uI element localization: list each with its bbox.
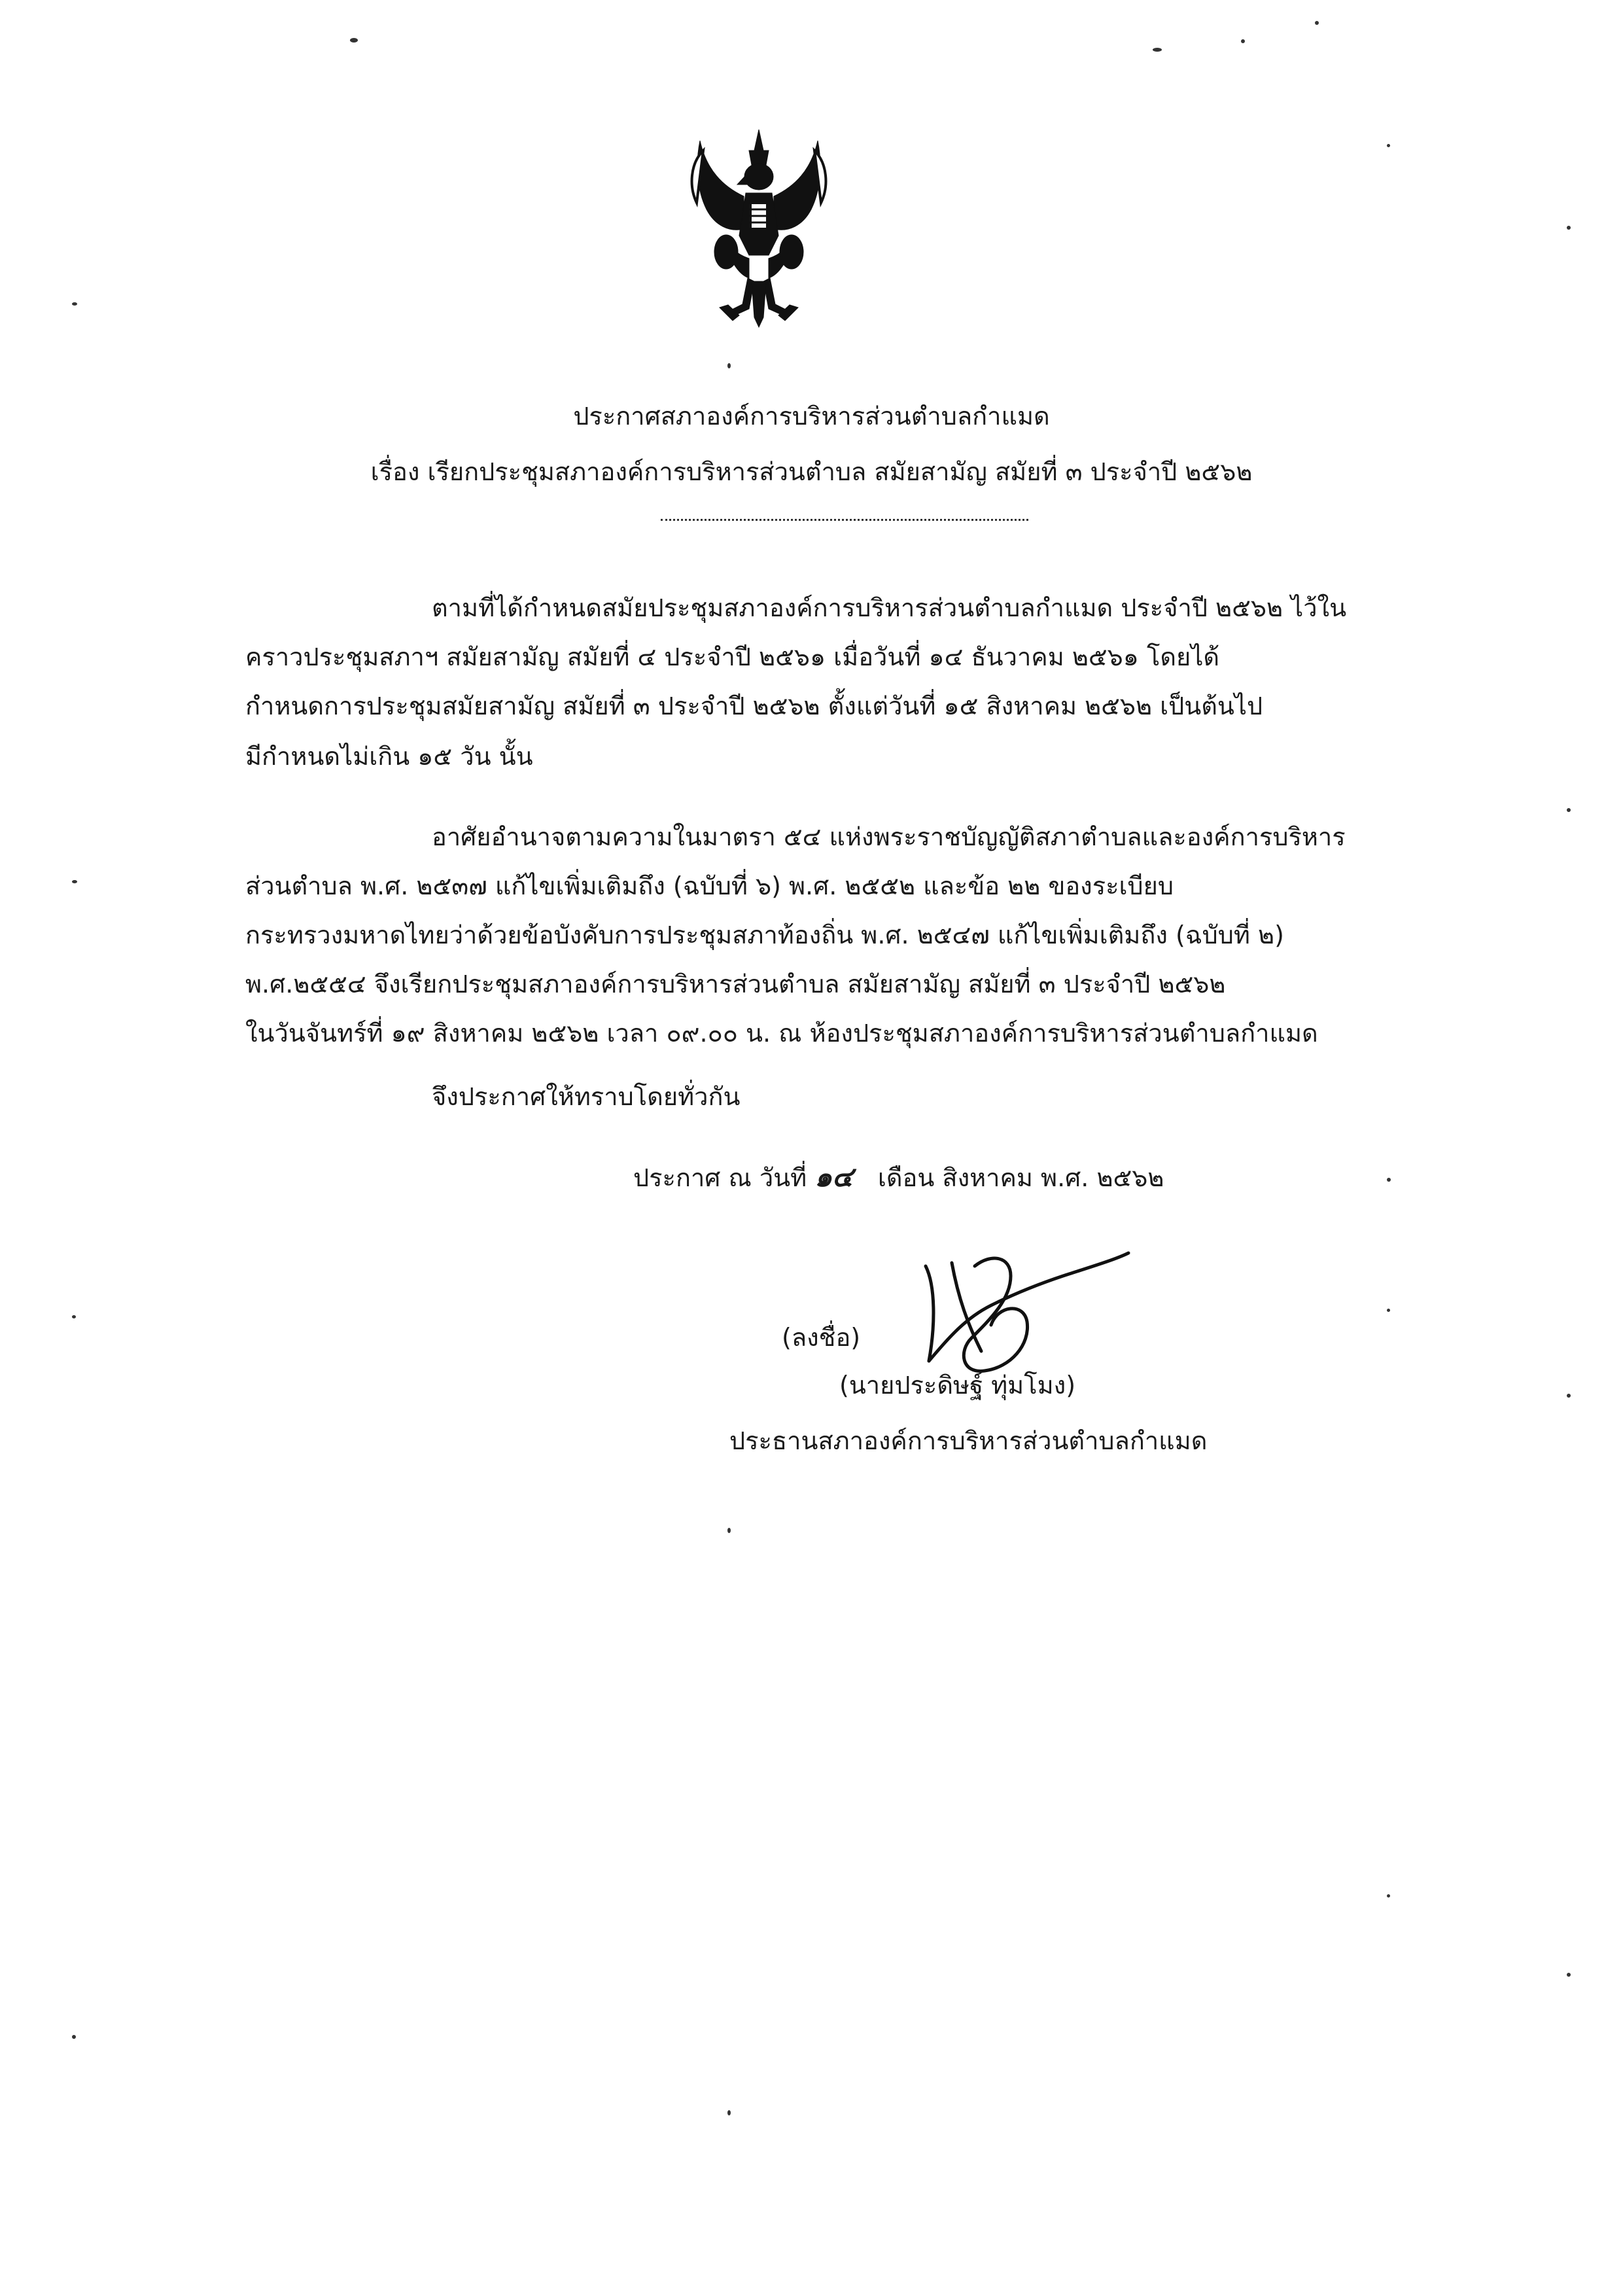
date-suffix: เดือน สิงหาคม พ.ศ. ๒๕๖๒ <box>877 1163 1164 1192</box>
announcement-subject: เรื่อง เรียกประชุมสภาองค์การบริหารส่วนตำบล สมัยสามัญ สมัยที่ ๓ ประจำปี ๒๕๖๒ <box>370 457 1253 486</box>
dotted-separator <box>661 519 1028 521</box>
paragraph-1-line-4: มีกำหนดไม่เกิน ๑๕ วัน นั้น <box>245 742 533 771</box>
sign-label: (ลงชื่อ) <box>782 1323 861 1352</box>
handwritten-signature-icon <box>913 1240 1135 1387</box>
paragraph-2-line-3: กระทรวงมหาดไทยว่าด้วยข้อบังคับการประชุมสภาท้องถิ่น พ.ศ. ๒๕๔๗ แก้ไขเพิ่มเติมถึง (ฉบับที่ ๒) <box>245 921 1284 949</box>
paragraph-2-line-5: ในวันจันทร์ที่ ๑๙ สิงหาคม ๒๕๖๒ เวลา ๐๙.๐๐ น. ณ ห้องประชุมสภาองค์การบริหารส่วนตำบลกำแมด <box>245 1019 1318 1048</box>
paragraph-2-line-2: ส่วนตำบล พ.ศ. ๒๕๓๗ แก้ไขเพิ่มเติมถึง (ฉบับที่ ๖) พ.ศ. ๒๕๕๒ และข้อ ๒๒ ของระเบียบ <box>245 872 1174 900</box>
paragraph-1-line-2: คราวประชุมสภาฯ สมัยสามัญ สมัยที่ ๔ ประจำปี ๒๕๖๑ เมื่อวันที่ ๑๔ ธันวาคม ๒๕๖๑ โดยได้ <box>245 643 1220 671</box>
garuda-emblem-icon <box>684 124 834 340</box>
paragraph-1-line-3: กำหนดการประชุมสมัยสามัญ สมัยที่ ๓ ประจำปี ๒๕๖๒ ตั้งแต่วันที่ ๑๕ สิงหาคม ๒๕๖๒ เป็นต้นไป <box>245 692 1263 720</box>
signatory-name: (นายประดิษฐ์ ทุ่มโมง) <box>839 1371 1076 1400</box>
paragraph-1-line-1: ตามที่ได้กำหนดสมัยประชุมสภาองค์การบริหารส่วนตำบลกำแมด ประจำปี ๒๕๖๒ ไว้ใน <box>432 593 1347 622</box>
paragraph-2-line-1: อาศัยอำนาจตามความในมาตรา ๕๔ แห่งพระราชบัญญัติสภาตำบลและองค์การบริหาร <box>432 822 1346 851</box>
date-day-handwritten: ๑๔ <box>814 1161 853 1193</box>
paragraph-2-line-4: พ.ศ.๒๕๕๔ จึงเรียกประชุมสภาองค์การบริหารส่วนตำบล สมัยสามัญ สมัยที่ ๓ ประจำปี ๒๕๖๒ <box>245 970 1226 998</box>
announcement-title: ประกาศสภาองค์การบริหารส่วนตำบลกำแมด <box>573 402 1050 431</box>
date-line <box>633 1161 1164 1193</box>
date-prefix: ประกาศ ณ วันที่ <box>633 1163 807 1192</box>
closing-statement: จึงประกาศให้ทราบโดยทั่วกัน <box>432 1082 741 1111</box>
signatory-position: ประธานสภาองค์การบริหารส่วนตำบลกำแมด <box>729 1426 1208 1455</box>
